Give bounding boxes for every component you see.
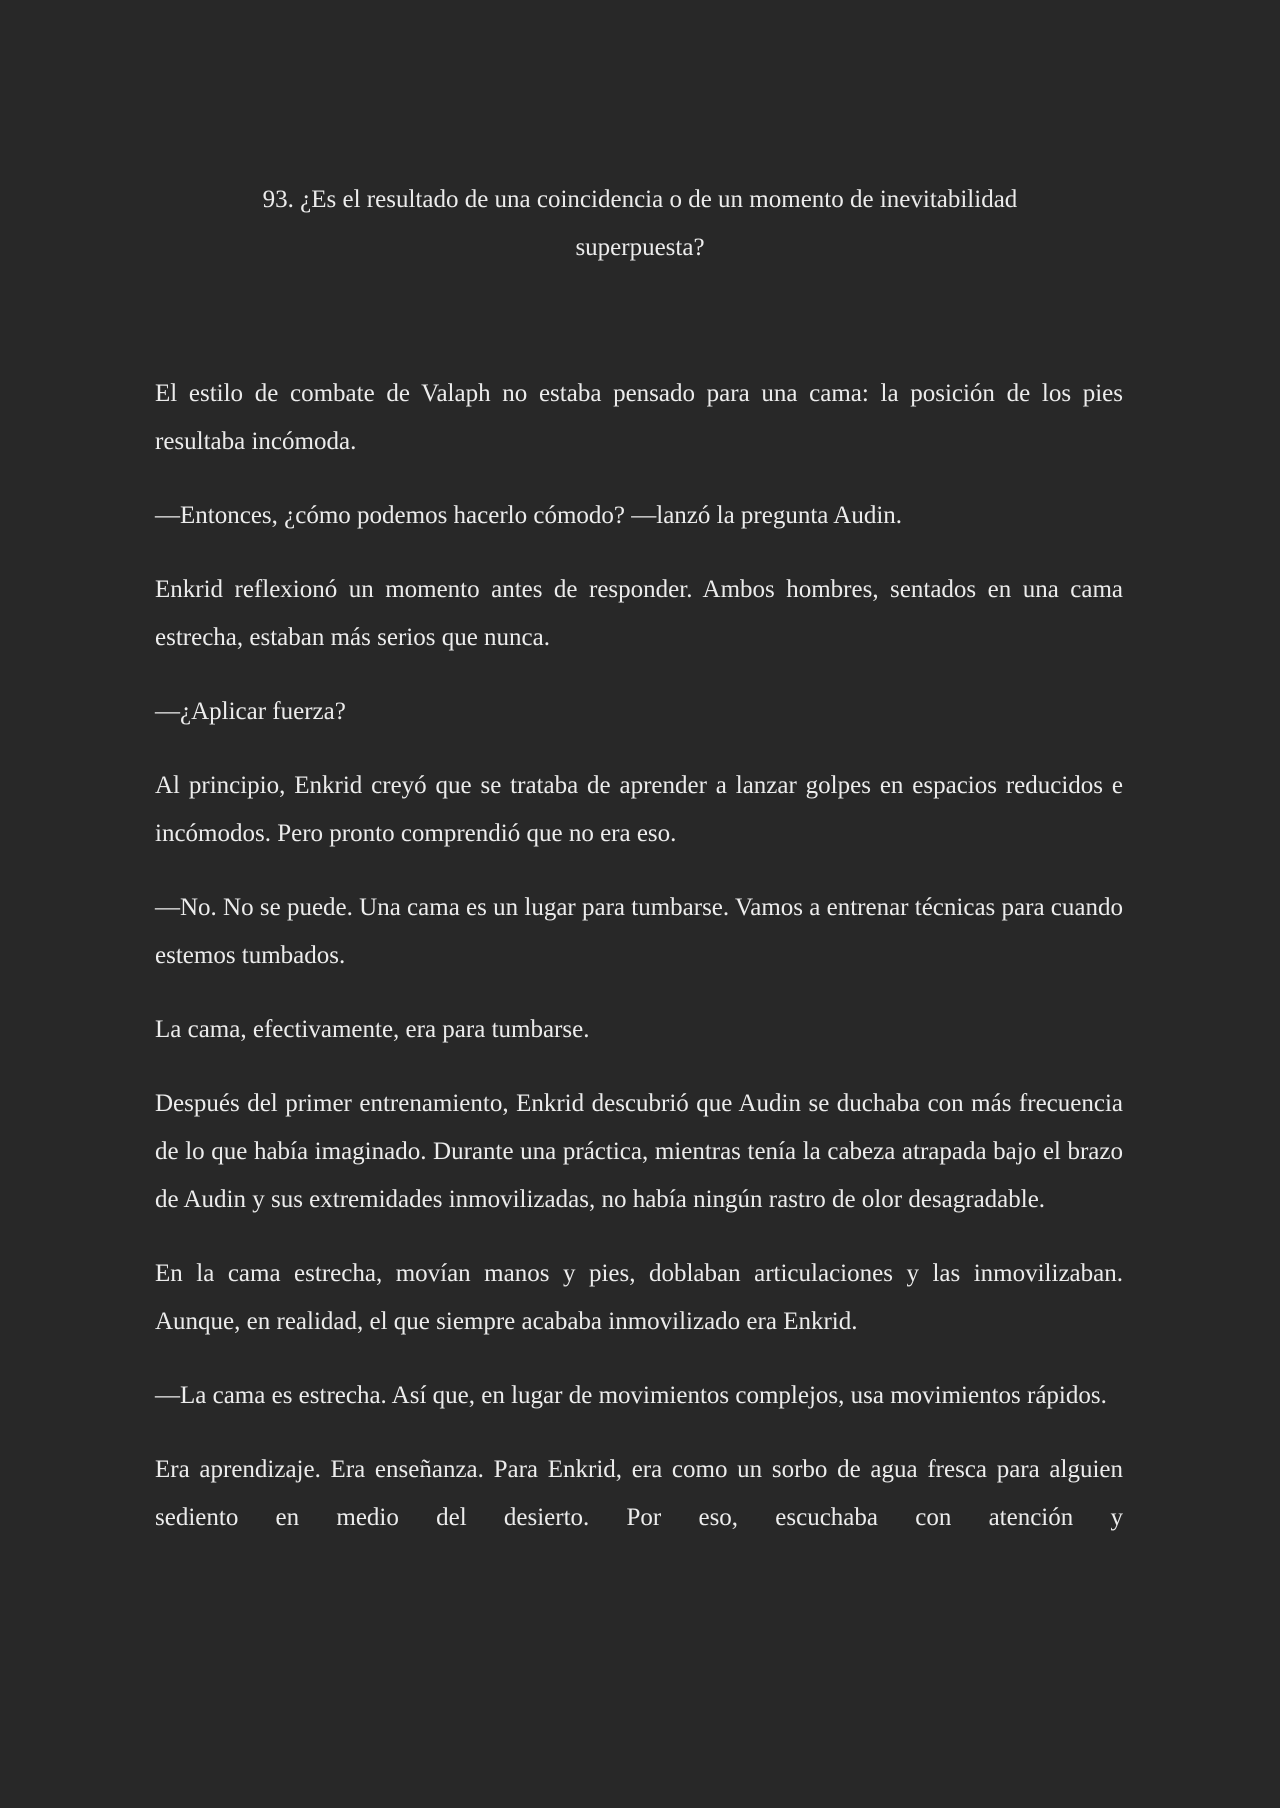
- paragraph: —La cama es estrecha. Así que, en lugar de movimientos complejos, usa movimientos rápidos.: [155, 1382, 1107, 1409]
- paragraph: Enkrid reflexionó un momento antes de responder. Ambos hombres, sentados en una cama estrecha, estaban más serios que nunca.: [155, 576, 1123, 651]
- paragraph: Al principio, Enkrid creyó que se trataba de aprender a lanzar golpes en espacios reducidos e incómodos. Pero pronto comprendió que no era eso.: [155, 772, 1123, 847]
- paragraph: —No. No se puede. Una cama es un lugar para tumbarse. Vamos a entrenar técnicas para cuando estemos tumbados.: [155, 894, 1123, 969]
- paragraph: La cama, efectivamente, era para tumbarse.: [155, 1016, 590, 1043]
- paragraph: Después del primer entrenamiento, Enkrid descubrió que Audin se duchaba con más frecuencia de lo que había imaginado. Durante una práctica, mientras tenía la cabeza atrapada bajo el brazo de Audin y sus extremidades inmovilizadas, no había ningún rastro de olor desagradable.: [155, 1090, 1123, 1213]
- paragraph: En la cama estrecha, movían manos y pies, doblaban articulaciones y las inmovilizaban. Aunque, en realidad, el que siempre acababa inmovilizado era Enkrid.: [155, 1260, 1123, 1335]
- paragraph: —Entonces, ¿cómo podemos hacerlo cómodo? —lanzó la pregunta Audin.: [155, 502, 903, 529]
- chapter-body: [155, 370, 1123, 1568]
- paragraph: —¿Aplicar fuerza?: [155, 698, 346, 725]
- paragraph: El estilo de combate de Valaph no estaba pensado para una cama: la posición de los pies resultaba incómoda.: [155, 380, 1123, 455]
- paragraph: Era aprendizaje. Era enseñanza. Para Enkrid, era como un sorbo de agua fresca para alguien sediento en medio del desierto. Por eso, escuchaba con atención y: [155, 1456, 1123, 1531]
- chapter-title: 93. ¿Es el resultado de una coincidencia o de un momento de inevitabilidad superpuesta?: [262, 186, 1018, 261]
